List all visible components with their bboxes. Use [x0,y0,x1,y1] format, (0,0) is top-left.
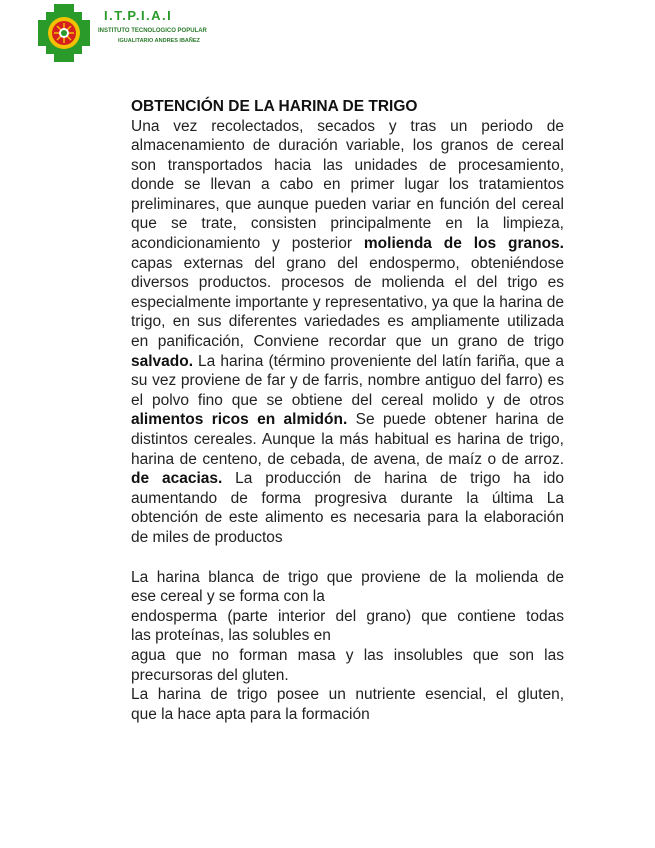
paragraph-2 [131,568,564,725]
text-line: ese cereal y se forma con la [131,588,325,606]
bold-text: alimentos ricos en almidón. [131,411,348,429]
text-run: La producción de harina de trigo ha ido aumentando de forma progresiva durante la última La obtención de este alimento es necesaria para la elaboración de miles de productos [131,470,564,546]
text-line: agua que no forman masa y las insolubles que son las [131,646,564,664]
text-line: La harina de trigo posee un nutriente esencial, el gluten, [131,686,564,704]
text-run: capas externas del grano del endospermo, obteniéndose diversos productos. procesos de molienda el del trigo es especialmente importante y representativo, ya que la harina de trigo, en sus diferentes variedades es ampliamente utilizada en panificación, Conviene recordar que un grano de trigo [131,254,564,351]
text-line: las proteínas, las solubles en [131,627,331,645]
text-line: endosperma (parte interior del grano) que contiene todas [131,607,564,625]
bold-text: molienda de los granos. [363,235,564,253]
text-line: que la hace apta para la formación [131,705,370,723]
paragraph-spacer [131,548,564,568]
header [34,4,274,62]
document-body [131,97,564,724]
brand-title: I.T.P.I.A.I [104,8,173,23]
brand-subtitle-2: IGUALITARIO ANDRES IBAÑEZ [118,38,200,44]
text-run: Una vez recolectados, secados y tras un periodo de almacenamiento de duración variable, los granos de cereal son transportados hacia las unidades de procesamiento, donde se llevan a cabo en primer lugar los tratamientos preliminares, que aunque pueden variar en función del cereal que se trate, consisten principalmente en la limpieza, acondicionamiento y posterior [131,117,564,253]
text-line: La harina blanca de trigo que proviene de la molienda de [131,568,564,586]
document-title: OBTENCIÓN DE LA HARINA DE TRIGO [131,98,418,115]
institute-logo [34,4,94,62]
text-line: precursoras del gluten. [131,666,289,684]
text-run: La harina (término proveniente del latín fariña, que a su vez proviene de far y de farris, nombre antiguo del farro) es el polvo fino que se obtiene del cereal molido y de otros [131,352,564,409]
bold-text: salvado. [131,352,194,370]
brand-subtitle: INSTITUTO TECNOLOGICO POPULAR [98,28,207,34]
paragraph-1 [131,117,564,548]
bold-text: de acacias. [131,470,223,488]
text-run: Se puede obtener harina de distintos cereales. Aunque la más habitual es harina de trigo, harina de centeno, de cebada, de avena, de maíz o de arroz. [131,411,564,468]
